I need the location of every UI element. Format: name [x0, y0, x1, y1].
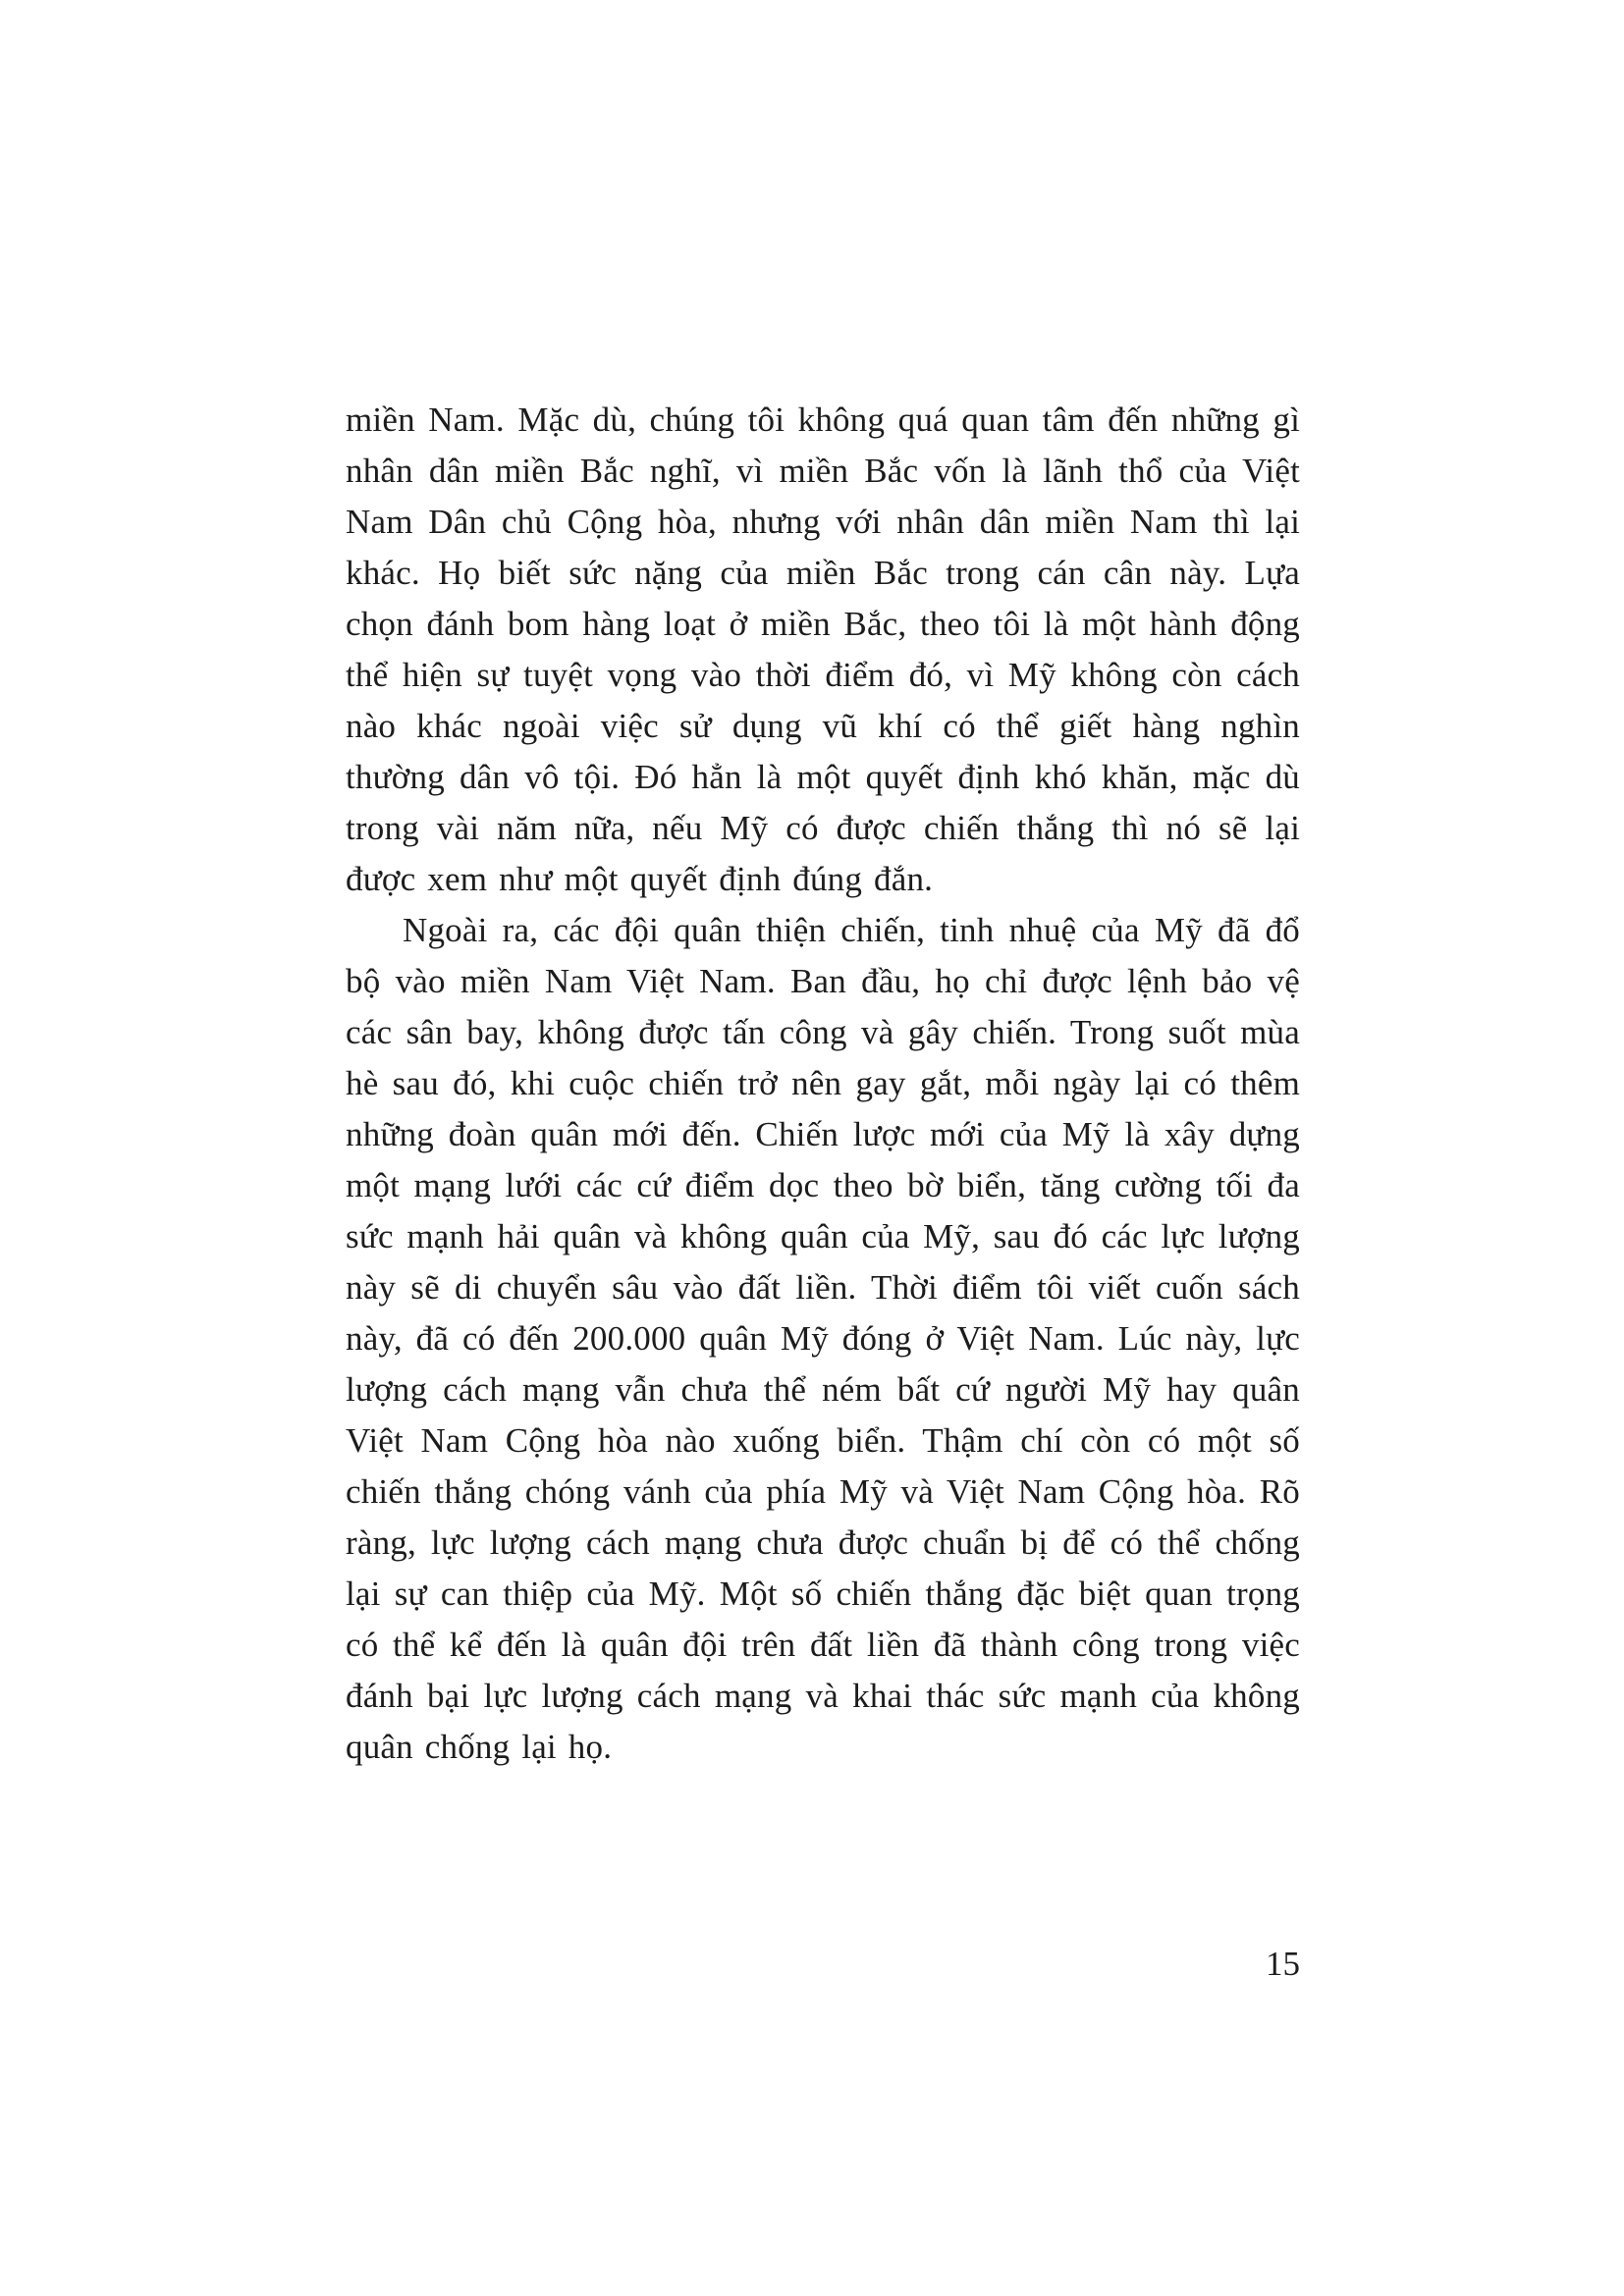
- paragraph: Ngoài ra, các đội quân thiện chiến, tinh nhuệ của Mỹ đã đổ bộ vào miền Nam Việt Nam. Ban đầu, họ chỉ được lệnh bảo vệ các sân bay, không được tấn công và gây chiến. Trong suốt mùa hè sau đó, khi cuộc chiến trở nên gay gắt, mỗi ngày lại có thêm những đoàn quân mới đến. Chiến lược mới của Mỹ là xây dựng một mạng lưới các cứ điểm dọc theo bờ biển, tăng cường tối đa sức mạnh hải quân và không quân của Mỹ, sau đó các lực lượng này sẽ di chuyển sâu vào đất liền. Thời điểm tôi viết cuốn sách này, đã có đến 200.000 quân Mỹ đóng ở Việt Nam. Lúc này, lực lượng cách mạng vẫn chưa thể ném bất cứ người Mỹ hay quân Việt Nam Cộng hòa nào xuống biển. Thậm chí còn có một số chiến thắng chóng vánh của phía Mỹ và Việt Nam Cộng hòa. Rõ ràng, lực lượng cách mạng chưa được chuẩn bị để có thể chống lại sự can thiệp của Mỹ. Một số chiến thắng đặc biệt quan trọng có thể kể đến là quân đội trên đất liền đã thành công trong việc đánh bại lực lượng cách mạng và khai thác sức mạnh của không quân chống lại họ.: [346, 911, 1300, 1766]
- paragraph-continuation: miền Nam. Mặc dù, chúng tôi không quá quan tâm đến những gì nhân dân miền Bắc nghĩ, vì miền Bắc vốn là lãnh thổ của Việt Nam Dân chủ Cộng hòa, nhưng với nhân dân miền Nam thì lại khác. Họ biết sức nặng của miền Bắc trong cán cân này. Lựa chọn đánh bom hàng loạt ở miền Bắc, theo tôi là một hành động thể hiện sự tuyệt vọng vào thời điểm đó, vì Mỹ không còn cách nào khác ngoài việc sử dụng vũ khí có thể giết hàng nghìn thường dân vô tội. Đó hẳn là một quyết định khó khăn, mặc dù trong vài năm nữa, nếu Mỹ có được chiến thắng thì nó sẽ lại được xem như một quyết định đúng đắn.: [346, 400, 1300, 898]
- page-number: 15: [1266, 1945, 1300, 1983]
- body-text: [346, 395, 1300, 1773]
